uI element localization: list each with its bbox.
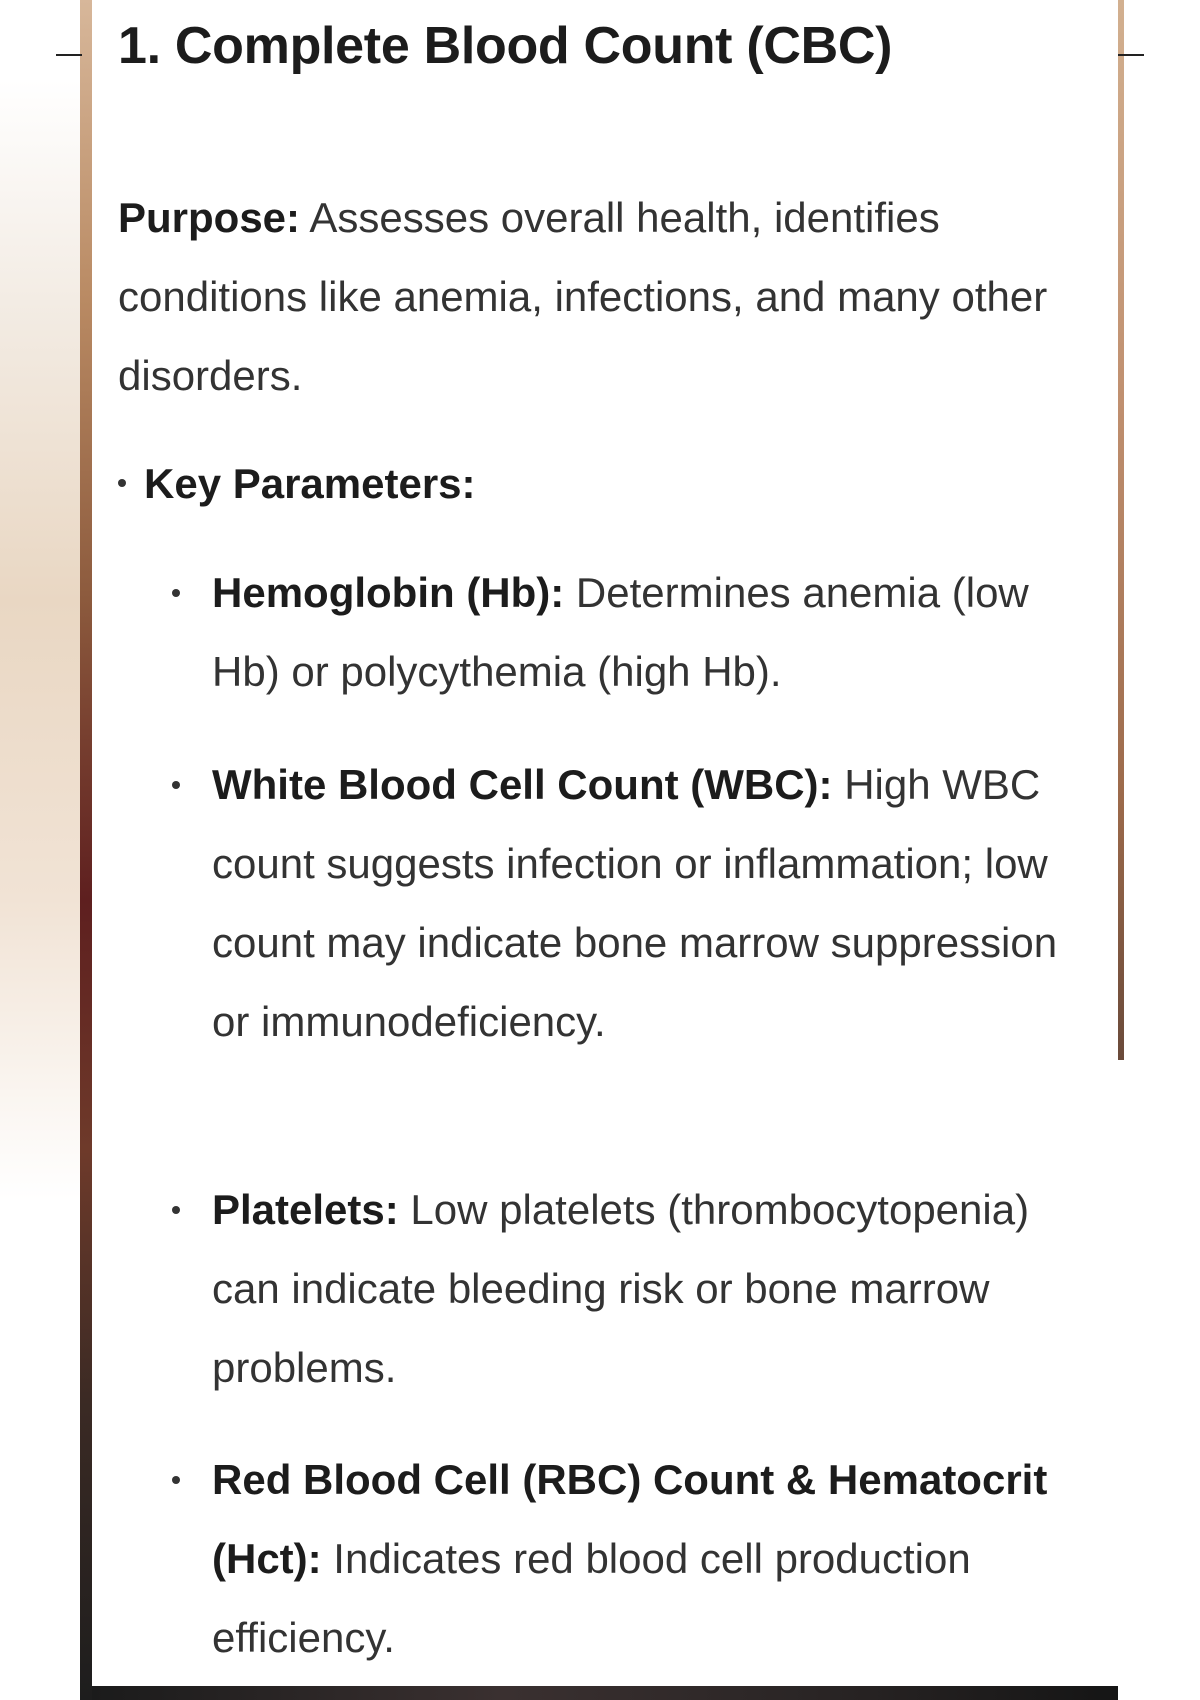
crop-mark-right [1118, 54, 1144, 56]
bullet-icon [118, 479, 126, 487]
purpose-paragraph [118, 178, 1088, 415]
purpose-text: Assesses overall health, identifies conditions like anemia, infections, and many other disorders. [118, 194, 1048, 399]
blurred-background-left [0, 0, 92, 1700]
bullet-icon [172, 589, 180, 597]
parameter-text: Low platelets (thrombocytopenia) can indicate bleeding risk or bone marrow problems. [212, 1186, 1030, 1391]
parameter-text: Indicates red blood cell production efficiency. [212, 1535, 971, 1661]
parameter-label: Hemoglobin (Hb): [212, 569, 565, 616]
parameter-label: Red Blood Cell (RBC) Count & Hematocrit (Hct): [212, 1456, 1048, 1582]
document-card [92, 0, 1118, 1686]
bullet-icon [172, 1476, 180, 1484]
section-title: 1. Complete Blood Count (CBC) [118, 17, 893, 75]
parameter-label: White Blood Cell Count (WBC): [212, 761, 833, 808]
blurred-background-right [1118, 0, 1200, 1700]
key-parameters-label: Key Parameters: [144, 460, 476, 507]
parameter-text: High WBC count suggests infection or inflammation; low count may indicate bone marrow suppression or immunodeficiency. [212, 761, 1058, 1045]
bullet-icon [172, 1206, 180, 1214]
bullet-icon [172, 781, 180, 789]
parameter-item-platelets [212, 1170, 1092, 1407]
parameter-label: Platelets: [212, 1186, 399, 1233]
blurred-background-bottom [92, 1686, 1118, 1700]
parameter-text: Determines anemia (low Hb) or polycythemia (high Hb). [212, 569, 1029, 695]
purpose-label: Purpose: [118, 194, 301, 241]
parameter-item-hemoglobin [212, 553, 1092, 711]
key-parameters-heading [118, 444, 476, 523]
parameter-item-rbc-hct [212, 1440, 1092, 1677]
crop-mark-left [56, 54, 82, 56]
parameter-item-wbc [212, 745, 1092, 1061]
